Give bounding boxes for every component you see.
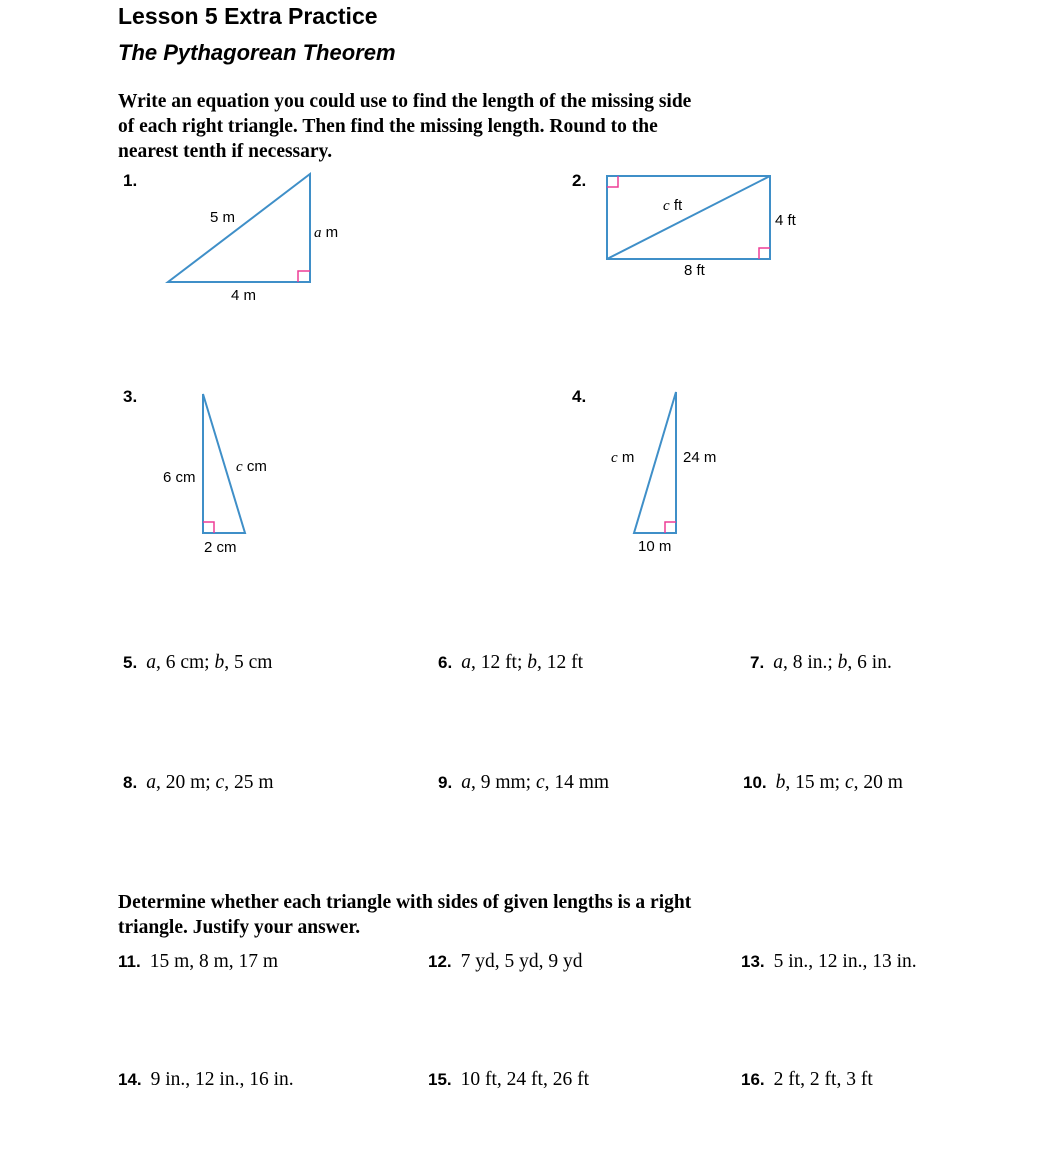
side-value: m <box>321 224 339 241</box>
problem-14 <box>118 1069 294 1091</box>
right-angle-marker-icon <box>203 522 214 533</box>
diagonal-line <box>607 176 770 259</box>
base-label <box>638 539 671 555</box>
side-value: cm <box>242 458 267 475</box>
problem-12 <box>428 951 583 973</box>
problem-number: 13. <box>741 952 765 971</box>
instructions-1 <box>118 89 691 164</box>
problem-text <box>146 772 273 793</box>
instructions-line: Write an equation you could use to find the length of the missing side <box>118 91 692 112</box>
problem-5 <box>123 652 272 674</box>
problem-text <box>461 772 609 793</box>
value: , 20 m; <box>155 772 216 793</box>
variable: a <box>146 772 156 793</box>
problem-text <box>776 772 903 793</box>
variable: b <box>775 772 786 793</box>
problem-9 <box>438 772 609 794</box>
side-value: 6 cm <box>163 469 196 486</box>
problem-number: 12. <box>428 952 452 971</box>
problem-text: 9 in., 12 in., 16 in. <box>150 1069 294 1090</box>
page-title: Lesson 5 Extra Practice <box>118 3 378 29</box>
problem-text: 10 ft, 24 ft, 26 ft <box>460 1069 589 1090</box>
right-angle-marker-icon <box>665 522 676 533</box>
problem-text <box>461 652 583 673</box>
problem-number: 8. <box>123 773 138 792</box>
value: , 15 m; <box>785 772 845 793</box>
problem-15 <box>428 1069 589 1091</box>
variable: b <box>214 652 225 673</box>
side-variable: c <box>236 459 243 475</box>
variable: c <box>535 772 545 793</box>
right-angle-marker-icon <box>607 176 618 187</box>
problem-text: 5 in., 12 in., 13 in. <box>773 951 917 972</box>
figure-4-number: 4. <box>572 387 587 406</box>
problem-16 <box>741 1069 873 1091</box>
variable: a <box>146 652 156 673</box>
triangle-shape <box>634 392 676 533</box>
value: , 14 mm <box>544 772 610 793</box>
instructions-line: of each right triangle. Then find the missing length. Round to the <box>118 116 658 137</box>
problem-7 <box>750 652 892 674</box>
problem-8 <box>123 772 273 794</box>
variable: c <box>844 772 854 793</box>
problem-number: 11. <box>118 952 141 971</box>
problem-11 <box>118 951 278 973</box>
problem-text: 15 m, 8 m, 17 m <box>149 951 279 972</box>
side-value: 2 cm <box>204 539 237 556</box>
figure-1-number: 1. <box>123 171 138 190</box>
hypotenuse-label <box>236 459 267 475</box>
side-value: 24 m <box>683 449 717 466</box>
value: , 8 in.; <box>782 652 838 673</box>
side-value: 4 ft <box>775 212 796 229</box>
figure-4 <box>595 385 790 570</box>
side-variable: c <box>611 450 618 466</box>
base-label <box>231 288 256 304</box>
vertical-side-label <box>683 450 716 466</box>
value: , 9 mm; <box>470 772 536 793</box>
side-value: 5 m <box>210 209 236 226</box>
diagonal-label <box>663 198 682 214</box>
variable: b <box>527 652 538 673</box>
figure-3-number: 3. <box>123 387 138 406</box>
right-angle-marker-icon <box>298 271 310 282</box>
vertical-side-label <box>163 470 196 486</box>
value: , 12 ft; <box>470 652 528 673</box>
instructions-2 <box>118 890 691 940</box>
side-variable: a <box>314 225 322 241</box>
problem-number: 6. <box>438 653 453 672</box>
value: , 6 cm; <box>155 652 215 673</box>
problem-text <box>146 652 272 673</box>
variable: c <box>215 772 225 793</box>
value: , 20 m <box>853 772 903 793</box>
problem-number: 5. <box>123 653 138 672</box>
side-value: ft <box>669 197 683 214</box>
value: , 25 m <box>224 772 274 793</box>
problem-13 <box>741 951 917 973</box>
triangle-4-drawing <box>595 385 790 570</box>
base-label <box>684 263 705 279</box>
variable: b <box>837 652 848 673</box>
variable: a <box>773 652 783 673</box>
problem-text: 2 ft, 2 ft, 3 ft <box>773 1069 873 1090</box>
page-subtitle: The Pythagorean Theorem <box>118 40 396 65</box>
side-value: 8 ft <box>684 262 705 279</box>
instructions-line: Determine whether each triangle with sides of given lengths is a right <box>118 892 692 913</box>
figure-3 <box>155 385 330 570</box>
hypotenuse-label <box>611 450 634 466</box>
problem-10 <box>743 772 903 794</box>
right-angle-marker-icon <box>759 248 770 259</box>
side-value: 10 m <box>638 538 672 555</box>
instructions-line: nearest tenth if necessary. <box>118 141 333 162</box>
instructions-line: triangle. Justify your answer. <box>118 917 361 938</box>
value: , 12 ft <box>537 652 584 673</box>
figure-2-number: 2. <box>572 171 587 190</box>
problem-text <box>773 652 892 673</box>
triangle-shape <box>168 174 310 282</box>
vertical-side-label <box>775 213 796 229</box>
problem-text: 7 yd, 5 yd, 9 yd <box>460 951 583 972</box>
problem-number: 10. <box>743 773 767 792</box>
problem-number: 16. <box>741 1070 765 1089</box>
problem-number: 7. <box>750 653 765 672</box>
base-label <box>204 540 237 556</box>
figure-1 <box>158 165 378 310</box>
vertical-side-label <box>314 225 338 241</box>
problem-6 <box>438 652 583 674</box>
problem-number: 9. <box>438 773 453 792</box>
side-variable: c <box>663 198 670 214</box>
hypotenuse-label <box>210 210 235 226</box>
figure-2 <box>595 165 830 290</box>
value: , 5 cm <box>224 652 273 673</box>
variable: a <box>461 772 471 793</box>
triangle-1-drawing <box>158 165 378 310</box>
side-value: m <box>617 449 635 466</box>
problem-number: 15. <box>428 1070 452 1089</box>
value: , 6 in. <box>847 652 892 673</box>
side-value: 4 m <box>231 287 257 304</box>
problem-number: 14. <box>118 1070 142 1089</box>
variable: a <box>461 652 471 673</box>
